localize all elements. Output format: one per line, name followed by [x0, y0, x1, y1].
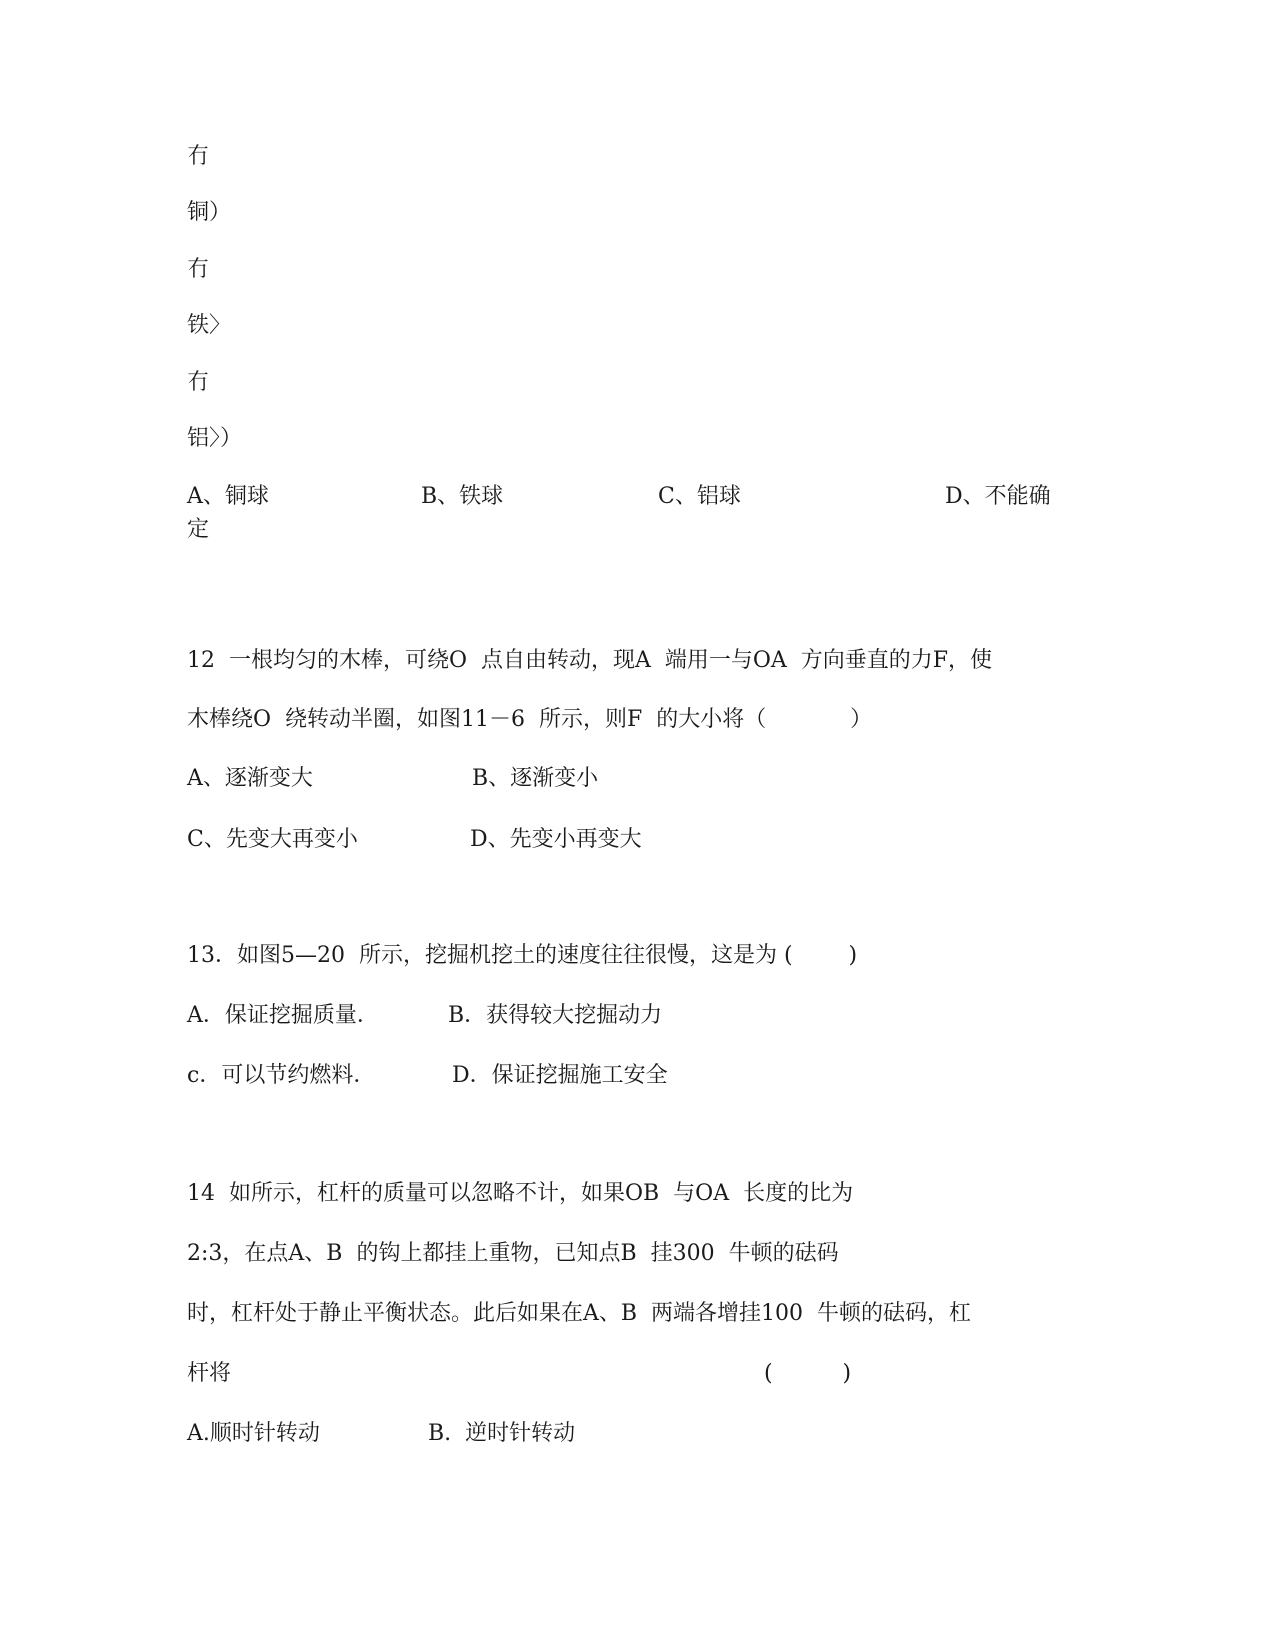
q12-option-a: A、逐渐变大 [187, 766, 313, 791]
q14-answer-paren: ( ) [764, 1361, 852, 1386]
q14-stem-line-1: 14 如所示，杠杆的质量可以忽略不计，如果OB 与OA 长度的比为 [187, 1181, 854, 1206]
q11-option-d-wrap: 定 [187, 517, 210, 542]
fragment-line-5: 冇 [187, 370, 210, 395]
q11-option-d: D、不能确 [945, 484, 1051, 509]
q13-option-a: A．保证挖掘质量． [187, 1003, 379, 1028]
fragment-line-2: 铜） [187, 200, 232, 225]
fragment-line-6: 铝〉） [187, 426, 243, 451]
q11-option-c: C、铝球 [658, 484, 741, 509]
q14-option-b: B. 逆时针转动 [428, 1421, 576, 1446]
q13-option-b: B．获得较大挖掘动力 [448, 1003, 663, 1028]
q14-option-a: A.顺时针转动 [187, 1421, 320, 1446]
q12-stem-line-2: 木棒绕O 绕转动半圈，如图11－6 所示，则F 的大小将（ ） [187, 707, 873, 732]
q13-option-c: c．可以节约燃料． [187, 1063, 376, 1088]
fragment-line-4: 铁〉 [187, 313, 232, 338]
q12-option-d: D、先变小再变大 [470, 827, 642, 852]
q11-option-b: B、铁球 [421, 484, 504, 509]
fragment-line-1: 冇 [187, 144, 210, 169]
q12-option-c: C、先变大再变小 [187, 827, 358, 852]
q14-stem-line-2: 2:3，在点A、B 的钩上都挂上重物，已知点B 挂300 牛顿的砝码 [187, 1241, 839, 1266]
q14-stem-line-4: 杆将 [187, 1361, 232, 1386]
q13-stem: 13．如图5—20 所示，挖掘机挖土的速度往往很慢，这是为 ( ) [187, 943, 858, 968]
q12-option-b: B、逐渐变小 [472, 766, 599, 791]
q12-stem-line-1: 12 一根均匀的木棒，可绕O 点自由转动，现A 端用一与OA 方向垂直的力F，使 [187, 648, 993, 673]
fragment-line-3: 冇 [187, 257, 210, 282]
q14-stem-line-3: 时，杠杆处于静止平衡状态。此后如果在A、B 两端各增挂100 牛顿的砝码，杠 [187, 1301, 972, 1326]
q11-option-a: A、铜球 [187, 484, 269, 509]
q13-option-d: D．保证挖掘施工安全 [452, 1063, 668, 1088]
